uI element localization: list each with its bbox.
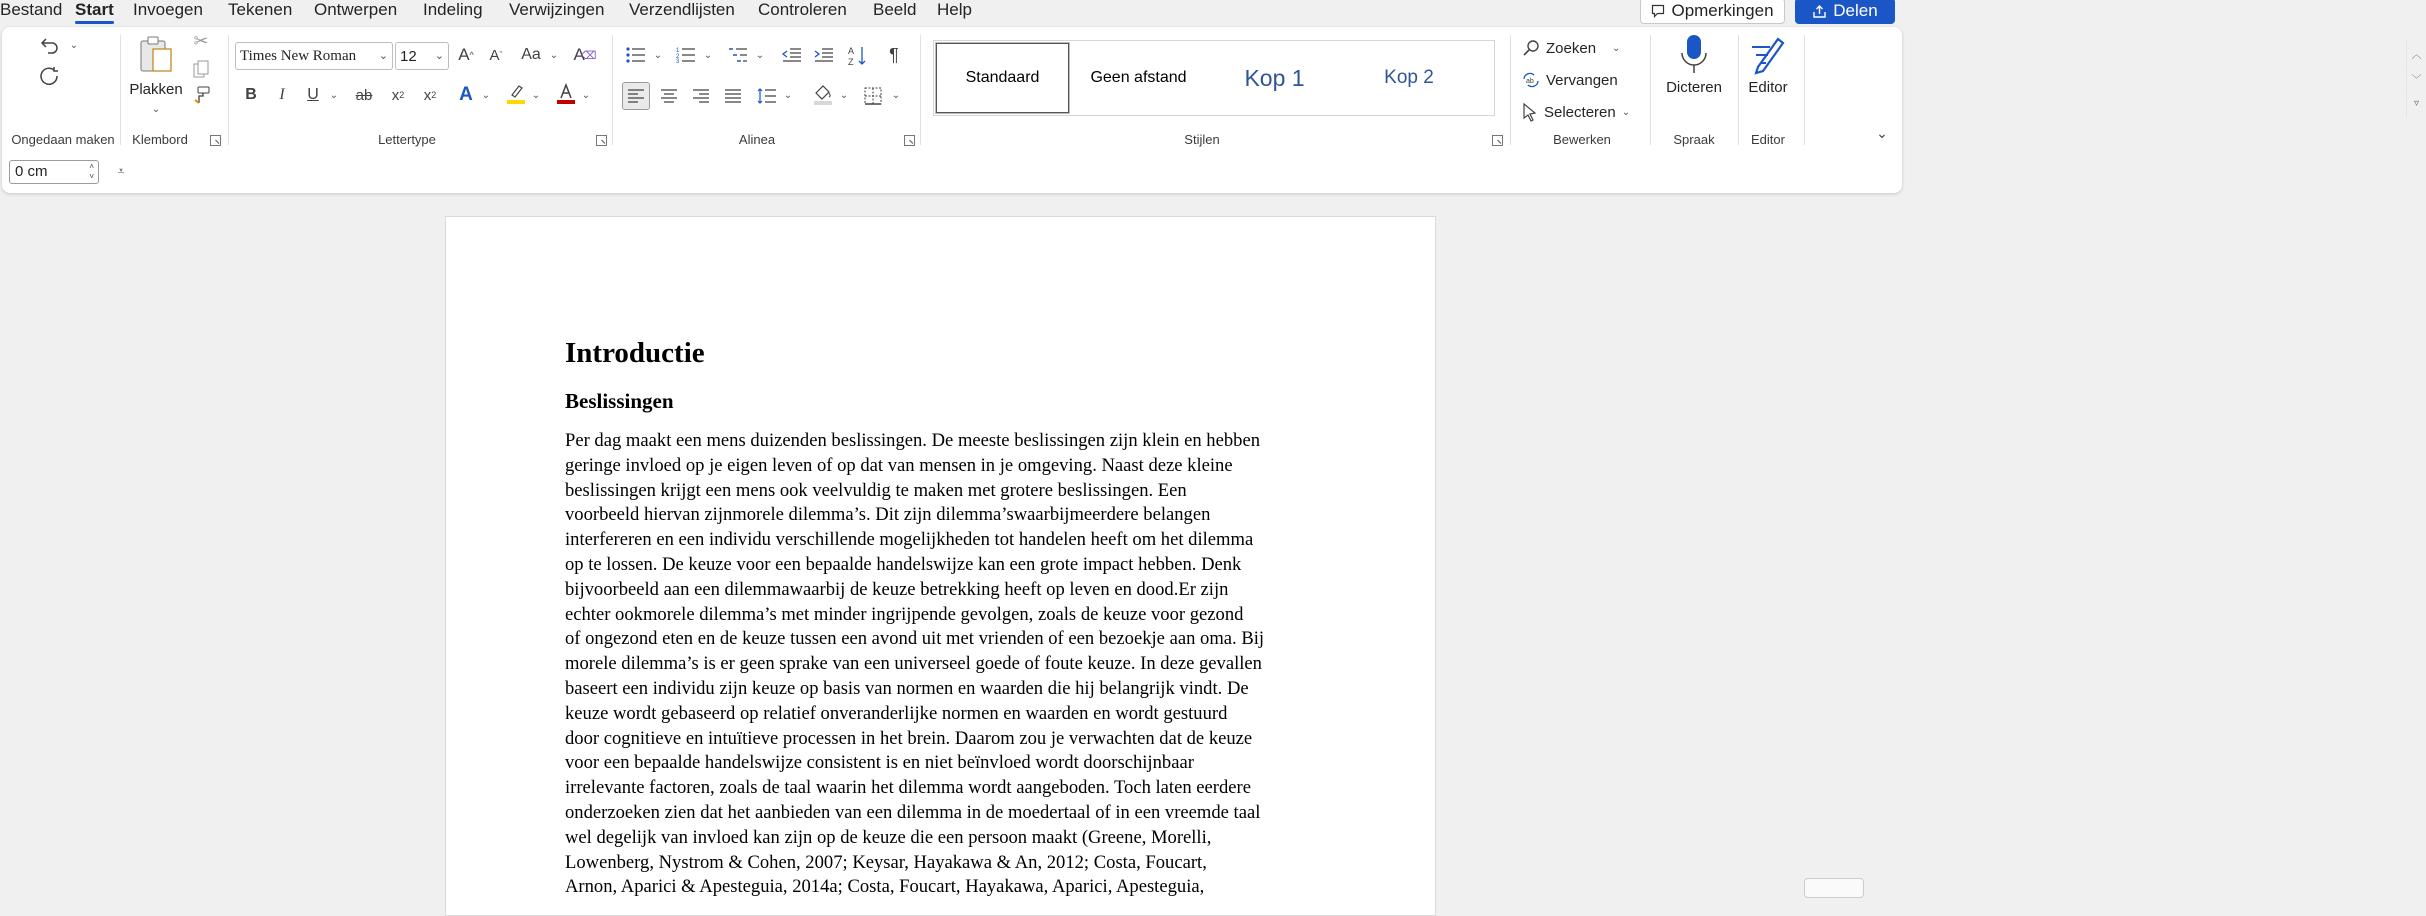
chevron-down-icon: ⌄ [1621,106,1631,118]
customize-toolbar-icon[interactable]: ⩡ [117,163,125,178]
text-line: door cognitieve en intuïtieve processen in het brein. Daarom zou je verwachten dat de keuze [565,727,1253,749]
font-launcher-icon[interactable] [596,135,607,146]
chevron-down-icon: ⌄ [434,50,444,62]
share-button[interactable] [1795,0,1895,24]
floating-corner-button[interactable] [1804,878,1864,898]
text-line: bijvoorbeeld aan een dilemmawaarbij de keuze betrekking heeft op leven en dood.Er zijn [565,578,1229,600]
styles-scroller[interactable] [2406,41,2426,117]
find-button[interactable] [1522,36,1620,60]
font-group-label: Lettertype [378,132,436,147]
text-line: onderzoeken zien dat het aanbieden van een dilemma in de moedertaal of in een vreemde taal [565,801,1261,823]
numbering-dropdown-icon[interactable]: ⌄ [703,49,713,61]
dictate-button[interactable]: Dicteren [1666,79,1722,96]
text-line: voor een bepaalde handelswijze consistent is en niet beïnvloed wordt doorschijnbaar [565,752,1194,774]
undo-group-label: Ongedaan maken [11,132,115,147]
change-case-dropdown-icon[interactable]: ⌄ [549,49,559,61]
font-color-dropdown-icon[interactable]: ⌄ [581,89,591,101]
text-line: Per dag maakt een mens duizenden beslissingen. De meeste beslissingen zijn klein en hebben [565,430,1261,451]
svg-text:1: 1 [676,48,680,54]
multilevel-list-icon[interactable] [726,43,750,67]
document-page[interactable] [445,216,1436,916]
clipboard-group-label: Klembord [132,132,188,147]
separator [1738,35,1739,145]
tab-verwijzingen[interactable]: Verwijzingen [509,0,605,19]
multilevel-dropdown-icon[interactable]: ⌄ [755,49,765,61]
text-line: beslissingen krijgt een mens ook veelvuldig te maken met grotere beslissingen. Een [565,479,1187,501]
shading-dropdown-icon[interactable]: ⌄ [839,89,849,101]
svg-text:3: 3 [676,59,680,65]
svg-text:ab: ab [1526,78,1534,85]
bold-icon[interactable]: B [245,86,257,103]
separator [120,35,121,145]
change-case-icon[interactable]: Aa [521,46,541,63]
line-spacing-dropdown-icon[interactable]: ⌄ [783,89,793,101]
text-line: Lowenberg, Nystrom & Cohen, 2007; Keysar, Hayakawa & An, 2012; Costa, Foucart, [565,851,1207,873]
select-label: Selecteren [1544,103,1616,121]
text-line: irrelevante factoren, zoals de taal waarin het dilemma wordt aangeboden. Toch laten eerdere [565,777,1251,799]
paste-icon[interactable] [136,34,176,76]
highlight-icon[interactable] [504,81,528,107]
separator [1804,35,1805,145]
voice-group-label: Spraak [1673,132,1715,147]
svg-text:2: 2 [676,54,680,60]
clear-formatting-icon[interactable]: A ⌫ [573,45,597,64]
font-size-value: 12 [400,47,417,65]
comment-icon [1651,4,1665,18]
text-line: baseert een individu zijn keuze op basis van normen en waarden die hij belangrijk vindt. De [565,677,1249,699]
replace-label: Vervangen [1546,71,1618,89]
menu-bar [0,0,1906,26]
chevron-down-icon[interactable]: ﹀ [2407,66,2426,91]
chevron-down-icon: ⌄ [1612,42,1621,54]
document-heading-1[interactable]: Introductie [565,337,705,369]
style-kop-2[interactable]: Kop 2 [1384,67,1434,88]
tab-ontwerpen[interactable]: Ontwerpen [314,0,398,19]
text-line: interfereren en een individu verschillende mogelijkheden tot handelen heeft om het dilemma [565,529,1254,551]
separator [920,35,921,145]
paragraph-launcher-icon[interactable] [904,135,915,146]
replace-button[interactable] [1522,68,1618,92]
editing-group-label: Bewerken [1553,132,1611,147]
text-line: morele dilemma’s is er geen sprake van een universeel goede of foute keuze. In deze gevallen [565,653,1262,675]
bullets-icon[interactable] [624,43,648,67]
svg-text:A: A [848,46,855,56]
shrink-font-icon[interactable]: A ˇ [489,46,503,64]
style-geen-afstand[interactable]: Geen afstand [1090,69,1187,86]
style-standaard[interactable]: Standaard [936,43,1069,113]
separator [228,35,229,145]
style-kop-1[interactable]: Kop 1 [1244,64,1305,91]
text-line: voorbeeld hiervan zijnmorele dilemma’s. Dit zijn dilemma’swaarbijmeerdere belangen [565,504,1211,526]
text-effects-dropdown-icon[interactable]: ⌄ [481,89,491,101]
superscript-icon[interactable]: x 2 [423,86,437,104]
borders-icon[interactable] [860,83,886,109]
cut-icon[interactable]: ✂ [193,30,209,51]
styles-group-label: Stijlen [1184,132,1220,147]
text-effects-icon[interactable]: A [459,84,473,105]
justify-icon[interactable] [720,83,746,109]
font-family-value: Times New Roman [240,47,357,64]
editor-group-label: Editor [1751,132,1785,147]
format-painter-icon[interactable] [191,85,211,105]
more-styles-icon[interactable]: ▿ [2413,98,2420,109]
redo-icon[interactable] [38,65,62,89]
italic-icon[interactable]: I [279,86,285,103]
underline-dropdown-icon[interactable]: ⌄ [329,89,339,101]
find-label: Zoeken [1546,39,1597,57]
text-line: echter ookmorele dilemma’s met minder ingrijpende gevolgen, zoals de keuze voor gezond [565,603,1244,625]
strikethrough-icon[interactable]: ab [355,86,373,104]
chevron-up-icon[interactable]: ︿ [2407,41,2426,66]
tab-beeld[interactable]: Beeld [873,0,917,19]
spinner-arrows-icon[interactable]: ˄ ˅ [89,162,94,181]
shading-icon[interactable] [810,81,836,109]
paste-label[interactable]: Plakken [129,81,183,98]
text-line: of ongezond eten en de keuze tussen een avond uit met vrienden of een bezoekje aan oma. Bij [565,628,1265,650]
cursor-icon [1522,103,1538,121]
comments-button[interactable] [1640,0,1785,24]
tab-tekenen[interactable]: Tekenen [228,0,293,19]
font-size-select[interactable] [395,42,449,70]
clipboard-launcher-icon[interactable] [210,135,221,146]
tab-bestand[interactable]: Bestand [0,0,63,19]
decrease-indent-icon[interactable] [780,43,804,67]
undo-icon[interactable] [38,33,62,57]
document-heading-2[interactable]: Beslissingen [565,389,674,413]
line-spacing-icon[interactable] [754,83,780,109]
sort-icon[interactable] [846,43,870,69]
svg-text:Z: Z [848,57,854,67]
text-line: geringe invloed op je eigen leven of op dat van mensen in je omgeving. Naast deze kleine [565,454,1233,476]
share-label: Delen [1833,1,1878,20]
tab-start[interactable]: Start [75,0,114,19]
editor-icon[interactable] [1746,31,1790,77]
separator [1650,35,1651,145]
numbering-icon[interactable] [674,43,698,67]
grow-font-icon[interactable]: A ^ [458,45,474,64]
highlight-dropdown-icon[interactable]: ⌄ [531,89,541,101]
document-paragraph[interactable] [565,429,1325,900]
align-right-icon[interactable] [688,83,714,109]
replace-icon [1522,71,1540,89]
editor-button[interactable]: Editor [1748,79,1788,96]
separator [1510,35,1511,145]
tab-invoegen[interactable]: Invoegen [133,0,203,19]
microphone-icon[interactable] [1674,31,1714,77]
separator [612,35,613,145]
copy-icon[interactable] [191,59,211,79]
paragraph-group-label: Alinea [738,132,776,147]
font-family-select[interactable] [235,42,393,70]
tab-verzendlijsten[interactable]: Verzendlijsten [629,0,735,19]
styles-launcher-icon[interactable] [1492,135,1503,146]
undo-dropdown-icon[interactable]: ⌄ [69,39,79,51]
chevron-down-icon: ⌄ [378,50,388,62]
subscript-icon[interactable]: x 2 [391,86,405,104]
text-line: op te lossen. De keuze voor een bepaalde handelswijze kan een grote impact hebben. Denk [565,553,1242,575]
indent-spinner[interactable] [9,160,99,184]
tab-controleren[interactable]: Controleren [758,0,847,19]
paste-dropdown-icon[interactable]: ⌄ [151,103,161,115]
collapse-ribbon-icon[interactable]: ⌄ [1876,124,1888,141]
text-line: Arnon, Aparici & Apesteguia, 2014a; Costa, Foucart, Hayakawa, Aparici, Apesteguia, [565,876,1205,898]
tab-indeling[interactable]: Indeling [423,0,483,19]
comments-label: Opmerkingen [1671,1,1774,20]
ribbon [2,27,2422,193]
tab-help[interactable]: Help [937,0,972,19]
text-line: wel degelijk van invloed kan zijn op de keuze die een persoon maakt (Greene, Morelli, [565,826,1212,848]
bullets-dropdown-icon[interactable]: ⌄ [653,49,663,61]
text-line: keuze wordt gebaseerd op relatief onveranderlijke normen en waarden en wordt gestuurd [565,702,1228,724]
increase-indent-icon[interactable] [812,43,836,67]
align-center-icon[interactable] [656,83,682,109]
show-formatting-icon[interactable]: ¶ [889,44,899,65]
select-button[interactable] [1522,100,1630,124]
share-icon [1812,4,1827,19]
font-color-icon[interactable] [554,81,578,107]
indent-value: 0 cm [15,163,48,180]
borders-dropdown-icon[interactable]: ⌄ [891,89,901,101]
align-left-icon[interactable] [622,82,650,110]
underline-icon[interactable]: U [307,86,319,103]
search-icon [1522,39,1540,57]
